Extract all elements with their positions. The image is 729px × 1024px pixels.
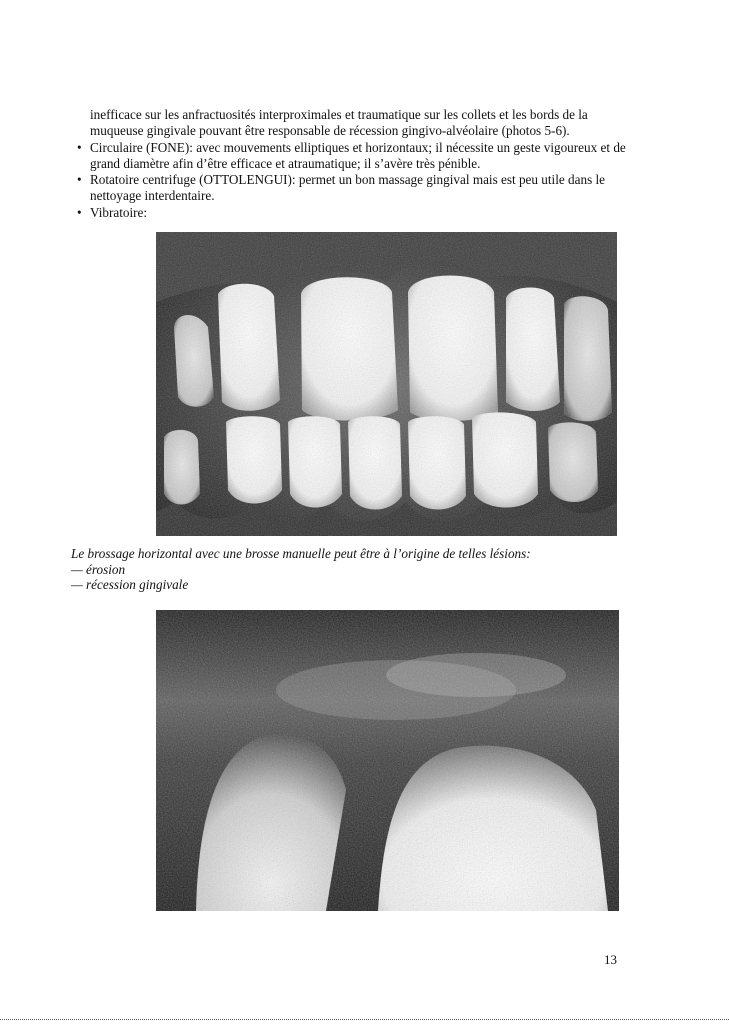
bullet-icon: • (77, 172, 82, 188)
caption-line-recession: — récession gingivale (71, 577, 189, 592)
list-item (76, 140, 632, 173)
caption-title: Le brossage horizontal avec une brosse manuelle peut être à l’origine de telles lésions: (71, 546, 531, 561)
list-item-text: Circulaire (FONE): avec mouvements elliptiques et horizontaux; il nécessite un geste vigoureux et de grand diamètre afin d’être efficace et atraumatique; il s’avère très pénible. (90, 139, 626, 171)
body-text (76, 107, 632, 221)
figure-caption (71, 546, 631, 593)
bullet-icon: • (77, 204, 82, 220)
caption-line-erosion: — érosion (71, 561, 126, 577)
list-item (76, 172, 632, 205)
list-item (76, 205, 632, 221)
teeth-photo (156, 232, 617, 536)
continuation-paragraph: inefficace sur les anfractuosités interproximales et traumatique sur les collets et les bords de la muqueuse gingivale pouvant être responsable de récession gingivo-alvéolaire (photos 5-6). (90, 107, 588, 139)
bullet-icon: • (77, 139, 82, 155)
list-item-text: Rotatoire centrifuge (OTTOLENGUI): permet un bon massage gingival mais est peu utile dans le nettoyage interdentaire. (90, 172, 606, 204)
brushing-methods-list (76, 140, 632, 221)
gingival-recession-photo (156, 610, 619, 911)
page-number: 13 (604, 952, 617, 967)
bottom-rule (0, 1019, 729, 1020)
list-item-text: Vibratoire: (90, 204, 148, 220)
